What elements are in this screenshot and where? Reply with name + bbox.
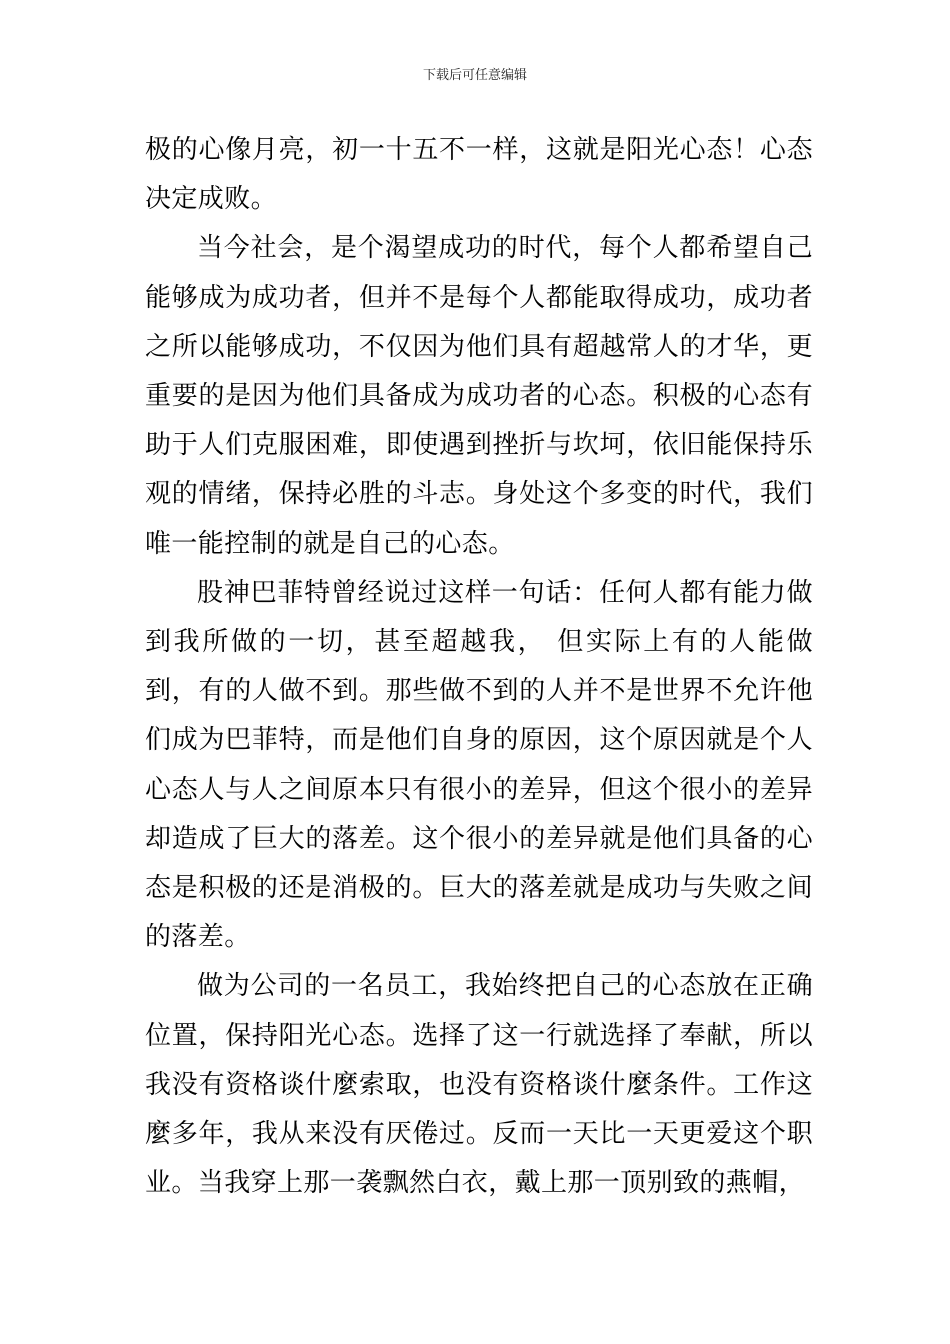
paragraph-2: 当今社会，是个渴望成功的时代，每个人都希望自己能够成为成功者，但并不是每个人都能取得成功，成功者之所以能够成功，不仅因为他们具有超越常人的才华，更重要的是因为他们具备成为成功者的心态。积极的心态有助于人们克服困难，即使遇到挫折与坎坷，依旧能保持乐观的情绪，保持必胜的斗志。身处这个多变的时代，我们唯一能控制的就是自己的心态。 [145,233,813,559]
page-header: 下载后可任意编辑 [422,68,527,83]
paragraph-4: 做为公司的一名员工，我始终把自己的心态放在正确位置，保持阳光心态。选择了这一行就选择了奉献，所以我没有资格谈什麼索取，也没有资格谈什麼条件。工作这麼多年，我从来没有厌倦过。反而一天比一天更爱这个职业。当我穿上那一袭飘然白衣，戴上那一顶别致的燕帽， [145,971,813,1199]
document-body [145,126,813,1208]
paragraph-3: 股神巴菲特曾经说过这样一句话：任何人都有能力做到我所做的一切，甚至超越我， 但实际上有的人能做到，有的人做不到。那些做不到的人并不是世界不允许他们成为巴菲特，而是他们自身的原因，这个原因就是个人心态人与人之间原本只有很小的差异，但这个很小的差异却造成了巨大的落差。这个很小的差异就是他们具备的心态是积极的还是消极的。巨大的落差就是成功与失败之间的落差。 [145,577,813,953]
paragraph-1: 极的心像月亮，初一十五不一样，这就是阳光心态！心态决定成败。 [145,135,813,215]
